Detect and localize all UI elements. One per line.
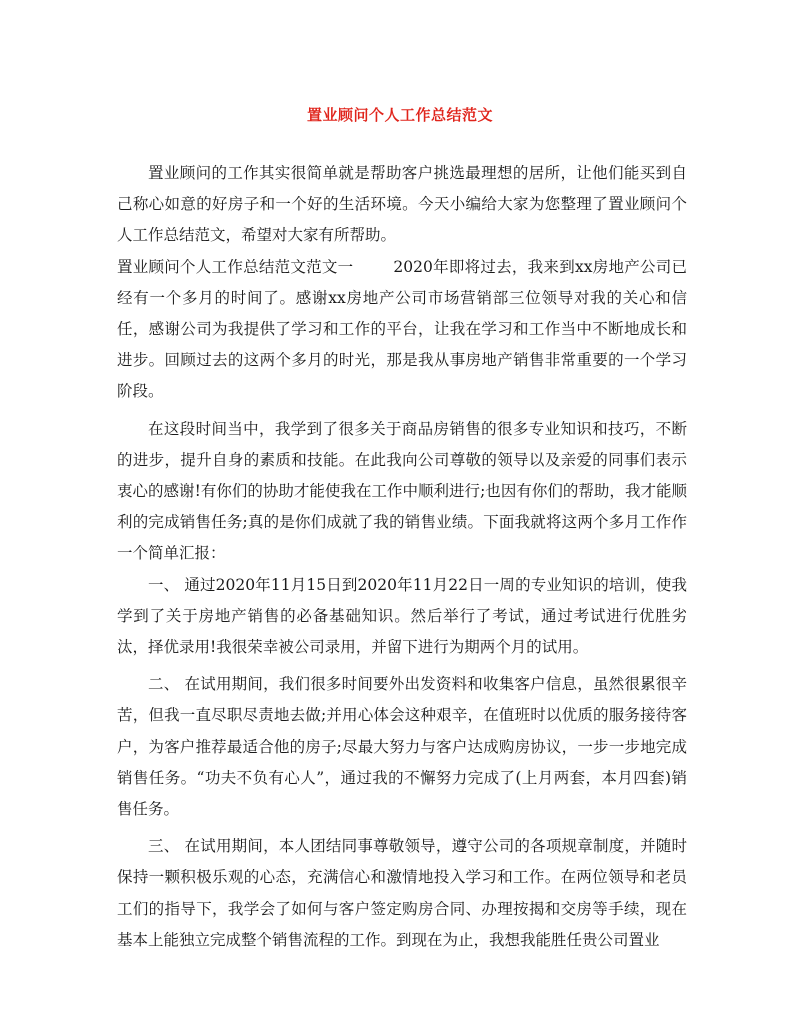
section-text: 2020年即将过去，我来到xx房地产公司已经有一个多月的时间了。感谢xx房地产公司市场营销部三位领导对我的关心和信任，感谢公司为我提供了学习和工作的平台，让我在学习和工作当中不断地成长和进步。回顾过去的这两个多月的时光，那是我从事房地产销售非常重要的一个学习阶段。 [117,257,687,401]
paragraph-5: 三、 在试用期间，本人团结同事尊敬领导，遵守公司的各项规章制度，并随时保持一颗积极乐观的心态，充满信心和激情地投入学习和工作。在两位领导和老员工们的指导下，我学会了如何与客户签定购房合同、办理按揭和交房等手续，现在基本上能独立完成整个销售流程的工作。到现在为止，我想我能胜任贵公司置业 [117,837,687,949]
paragraph-4: 二、 在试用期间，我们很多时间要外出发资料和收集客户信息，虽然很累很辛苦，但我一直尽职尽责地去做;并用心体会这种艰辛，在值班时以优质的服务接待客户，为客户推荐最适合他的房子;尽最大努力与客户达成购房协议，一步一步地完成销售任务。“功夫不负有心人”，通过我的不懈努力完成了(上月两套，本月四套)销售任务。 [117,675,687,819]
paragraph-2: 在这段时间当中，我学到了很多关于商品房销售的很多专业知识和技巧，不断的进步，提升自身的素质和技能。在此我向公司尊敬的领导以及亲爱的同事们表示衷心的感谢!有你们的协助才能使我在工作中顺利进行;也因有你们的帮助，我才能顺利的完成销售任务;真的是你们成就了我的销售业绩。下面我就将这两个多月工作作一个简单汇报： [117,419,687,563]
intro-paragraph: 置业顾问的工作其实很简单就是帮助客户挑选最理想的居所，让他们能买到自己称心如意的好房子和一个好的生活环境。今天小编给大家为您整理了置业顾问个人工作总结范文，希望对大家有所帮助。 [117,164,687,245]
paragraph-3: 一、 通过2020年11月15日到2020年11月22日一周的专业知识的培训，使我学到了关于房地产销售的必备基础知识。然后举行了考试，通过考试进行优胜劣汰，择优录用!我很荣幸被公司录用，并留下进行为期两个月的试用。 [117,575,687,657]
document-body [117,158,687,956]
section-heading: 置业顾问个人工作总结范文范文一 [117,257,354,276]
document-title: 置业顾问个人工作总结范文 [306,106,493,124]
section-paragraph [117,252,687,408]
